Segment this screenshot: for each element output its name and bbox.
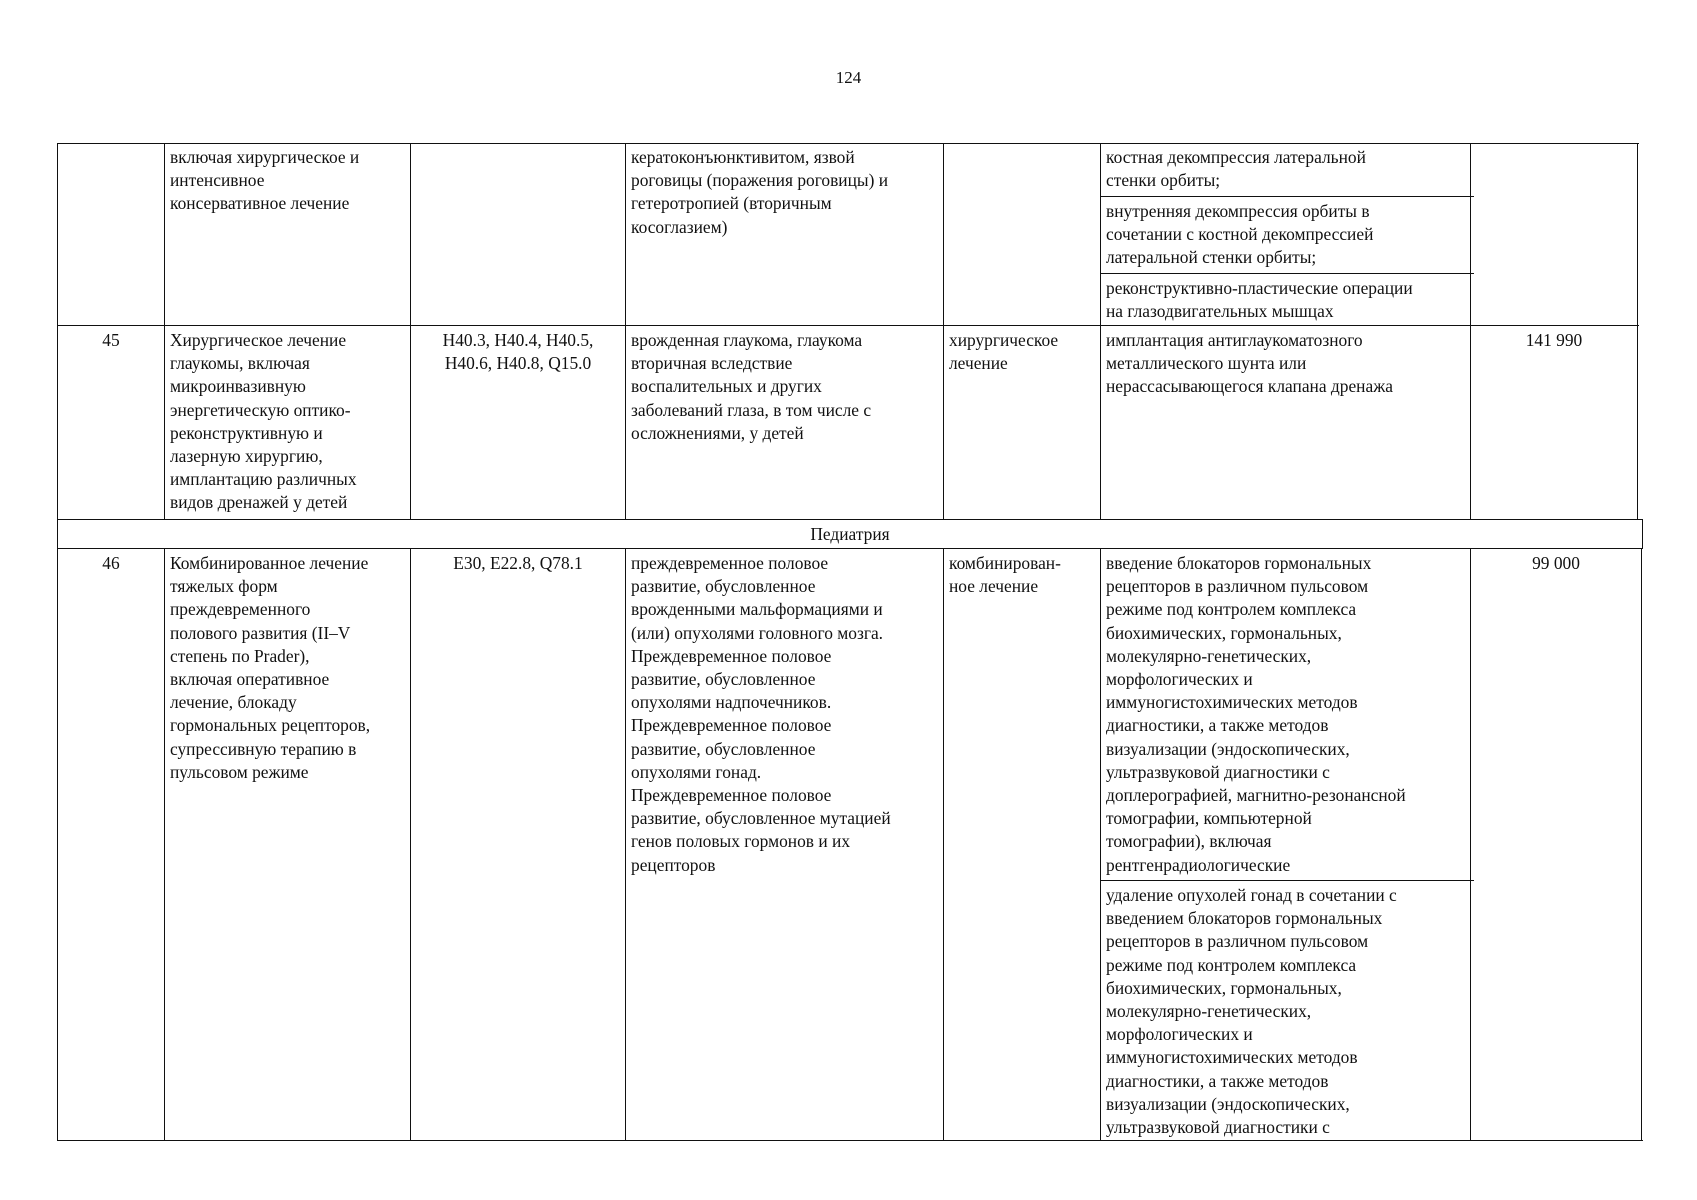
treatment-name-cell: Комбинированное лечение тяжелых форм преждевременного полового развития (II–V степень по Prader), включая оперативное лечение, блокаду гормональных рецепторов, супрессивную терапию в пульсовом режиме	[170, 553, 371, 782]
column-divider	[164, 143, 165, 520]
row-divider	[1100, 196, 1474, 197]
row-divider	[1100, 273, 1474, 274]
column-divider	[57, 548, 58, 1141]
section-border-right	[1642, 519, 1643, 549]
medical-care-table	[57, 143, 1643, 1141]
diagnosis-cell: преждевременное половое развитие, обусловленное врожденными мальформациями и (или) опухолями головного мозга. Преждевременное половое развитие, обусловленное опухолями надпочечников. Преждевременное половое развитие, обусловленное опухолями гонад. Преждевременное половое развитие, обусловленное мутацией генов половых гормонов и их рецепторов	[631, 553, 891, 875]
column-divider	[164, 548, 165, 1141]
column-divider	[943, 548, 944, 1141]
diagnosis-codes-cell: E30, E22.8, Q78.1	[453, 553, 583, 573]
treatment-method-cell: имплантация антиглаукоматозного металлического шунта или нерассасывающегося клапана дренажа	[1106, 330, 1393, 397]
column-divider	[1100, 548, 1101, 1141]
column-divider	[1100, 143, 1101, 520]
column-divider	[625, 143, 626, 520]
diagnosis-cell: врожденная глаукома, глаукома вторичная вследствие воспалительных и других заболеваний глаза, в том числе с осложнениями, у детей	[631, 330, 872, 443]
cost-cell: 141 990	[1525, 330, 1583, 350]
row-divider	[57, 325, 1639, 326]
treatment-method-cell: введение блокаторов гормональных рецепторов в различном пульсовом режиме под контролем комплекса биохимических, гормональных, молекулярно-генетических, морфологических и иммуногистохимических методов диагностики, а также методов визуализации (эндоскопических, ультразвуковой диагностики с доплерографией, магнитно-резонансной томографии, компьютерной томографии), включая рентгенрадиологические	[1106, 553, 1406, 875]
cost-cell: 99 000	[1532, 553, 1580, 573]
row-divider	[1100, 880, 1474, 881]
column-divider	[410, 548, 411, 1141]
column-divider	[943, 143, 944, 520]
treatment-name-cell: Хирургическое лечение глаукомы, включая микроинвазивную энергетическую оптико- реконструктивную и лазерную хирургию, имплантацию различных видов дренажей у детей	[170, 330, 357, 513]
table-border-bottom	[57, 1140, 1643, 1141]
continuation-method-cell: реконструктивно-пластические операции на глазодвигательных мышцах	[1106, 278, 1413, 322]
page-number: 124	[835, 68, 862, 87]
treatment-method-cell: удаление опухолей гонад в сочетании с введением блокаторов гормональных рецепторов в различном пульсовом режиме под контролем комплекса биохимических, гормональных, молекулярно-генетических, морфологических и иммуногистохимических методов диагностики, а также методов визуализации (эндоскопических, ультразвуковой диагностики с	[1106, 885, 1397, 1138]
row-number-cell: 45	[102, 330, 120, 350]
column-divider	[625, 548, 626, 1141]
column-divider	[1470, 548, 1471, 1141]
treatment-type-cell: хирургическое лечение	[949, 330, 1059, 374]
column-divider	[1637, 143, 1638, 520]
section-title: Педиатрия	[810, 524, 890, 544]
section-border-bottom	[57, 548, 1643, 549]
section-border-top	[57, 519, 1643, 520]
continuation-method-cell: костная декомпрессия латеральной стенки орбиты;	[1106, 147, 1366, 191]
treatment-type-cell: комбинирован- ное лечение	[949, 553, 1061, 597]
column-divider	[1641, 548, 1642, 1141]
continuation-method-cell: внутренняя декомпрессия орбиты в сочетании с костной декомпрессией латеральной стенки орбиты;	[1106, 201, 1374, 268]
continuation-name-cell: включая хирургическое и интенсивное консервативное лечение	[170, 147, 360, 214]
diagnosis-codes-cell: H40.3, H40.4, H40.5, H40.6, H40.8, Q15.0	[442, 330, 594, 374]
table-border-top	[57, 143, 1639, 144]
row-number-cell: 46	[102, 553, 120, 573]
continuation-diagnosis-cell: кератоконъюнктивитом, язвой роговицы (поражения роговицы) и гетеротропией (вторичным косоглазием)	[631, 147, 889, 237]
